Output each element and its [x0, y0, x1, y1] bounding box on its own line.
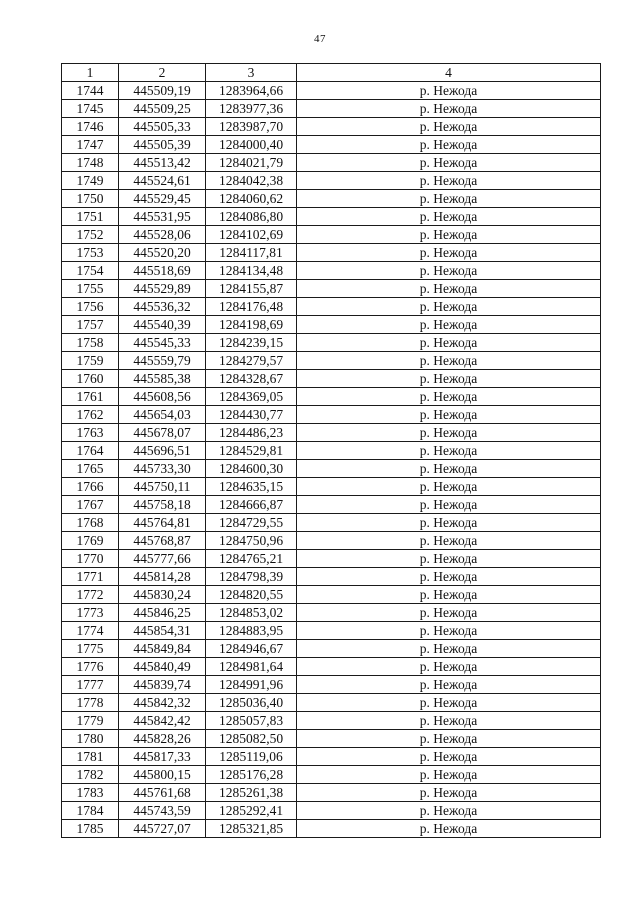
point-number-cell: 1780 — [62, 730, 119, 748]
x-coordinate-cell: 445849,84 — [119, 640, 206, 658]
x-coordinate-cell: 445758,18 — [119, 496, 206, 514]
y-coordinate-cell: 1283987,70 — [206, 118, 297, 136]
description-cell: р. Нежода — [297, 622, 601, 640]
description-cell: р. Нежода — [297, 604, 601, 622]
table-row — [62, 730, 601, 748]
point-number-cell: 1779 — [62, 712, 119, 730]
x-coordinate-cell: 445505,39 — [119, 136, 206, 154]
y-coordinate-cell: 1285057,83 — [206, 712, 297, 730]
description-cell: р. Нежода — [297, 568, 601, 586]
point-number-cell: 1756 — [62, 298, 119, 316]
description-cell: р. Нежода — [297, 802, 601, 820]
description-cell: р. Нежода — [297, 784, 601, 802]
point-number-cell: 1769 — [62, 532, 119, 550]
x-coordinate-cell: 445830,24 — [119, 586, 206, 604]
table-row — [62, 586, 601, 604]
table-row — [62, 298, 601, 316]
point-number-cell: 1748 — [62, 154, 119, 172]
description-cell: р. Нежода — [297, 316, 601, 334]
description-cell: р. Нежода — [297, 532, 601, 550]
x-coordinate-cell: 445840,49 — [119, 658, 206, 676]
description-cell: р. Нежода — [297, 730, 601, 748]
description-cell: р. Нежода — [297, 100, 601, 118]
table-row — [62, 370, 601, 388]
y-coordinate-cell: 1284060,62 — [206, 190, 297, 208]
y-coordinate-cell: 1284600,30 — [206, 460, 297, 478]
x-coordinate-cell: 445839,74 — [119, 676, 206, 694]
table-row — [62, 226, 601, 244]
table-header-row — [62, 64, 601, 82]
page-number: 47 — [314, 33, 326, 45]
x-coordinate-cell: 445509,19 — [119, 82, 206, 100]
point-number-cell: 1772 — [62, 586, 119, 604]
description-cell: р. Нежода — [297, 640, 601, 658]
y-coordinate-cell: 1285321,85 — [206, 820, 297, 838]
y-coordinate-cell: 1284750,96 — [206, 532, 297, 550]
table-row — [62, 244, 601, 262]
table-row — [62, 532, 601, 550]
x-coordinate-cell: 445529,89 — [119, 280, 206, 298]
x-coordinate-cell: 445768,87 — [119, 532, 206, 550]
y-coordinate-cell: 1285292,41 — [206, 802, 297, 820]
table-row — [62, 352, 601, 370]
description-cell: р. Нежода — [297, 766, 601, 784]
y-coordinate-cell: 1284117,81 — [206, 244, 297, 262]
table-row — [62, 208, 601, 226]
table-row — [62, 820, 601, 838]
y-coordinate-cell: 1284486,23 — [206, 424, 297, 442]
x-coordinate-cell: 445559,79 — [119, 352, 206, 370]
description-cell: р. Нежода — [297, 82, 601, 100]
point-number-cell: 1775 — [62, 640, 119, 658]
point-number-cell: 1761 — [62, 388, 119, 406]
x-coordinate-cell: 445520,20 — [119, 244, 206, 262]
description-cell: р. Нежода — [297, 496, 601, 514]
table-row — [62, 478, 601, 496]
point-number-cell: 1771 — [62, 568, 119, 586]
description-cell: р. Нежода — [297, 154, 601, 172]
y-coordinate-cell: 1284729,55 — [206, 514, 297, 532]
description-cell: р. Нежода — [297, 712, 601, 730]
point-number-cell: 1766 — [62, 478, 119, 496]
description-cell: р. Нежода — [297, 694, 601, 712]
table-row — [62, 658, 601, 676]
x-coordinate-cell: 445846,25 — [119, 604, 206, 622]
description-cell: р. Нежода — [297, 226, 601, 244]
point-number-cell: 1759 — [62, 352, 119, 370]
point-number-cell: 1774 — [62, 622, 119, 640]
point-number-cell: 1760 — [62, 370, 119, 388]
point-number-cell: 1785 — [62, 820, 119, 838]
description-cell: р. Нежода — [297, 118, 601, 136]
y-coordinate-cell: 1284946,67 — [206, 640, 297, 658]
x-coordinate-cell: 445764,81 — [119, 514, 206, 532]
table-row — [62, 802, 601, 820]
table-row — [62, 568, 601, 586]
table-row — [62, 82, 601, 100]
table-row — [62, 406, 601, 424]
table-row — [62, 622, 601, 640]
y-coordinate-cell: 1284086,80 — [206, 208, 297, 226]
point-number-cell: 1783 — [62, 784, 119, 802]
point-number-cell: 1773 — [62, 604, 119, 622]
y-coordinate-cell: 1284155,87 — [206, 280, 297, 298]
table-row — [62, 190, 601, 208]
x-coordinate-cell: 445842,42 — [119, 712, 206, 730]
table-row — [62, 460, 601, 478]
description-cell: р. Нежода — [297, 334, 601, 352]
x-coordinate-cell: 445505,33 — [119, 118, 206, 136]
point-number-cell: 1768 — [62, 514, 119, 532]
description-cell: р. Нежода — [297, 514, 601, 532]
table-row — [62, 316, 601, 334]
point-number-cell: 1747 — [62, 136, 119, 154]
y-coordinate-cell: 1284198,69 — [206, 316, 297, 334]
x-coordinate-cell: 445777,66 — [119, 550, 206, 568]
table-row — [62, 172, 601, 190]
y-coordinate-cell: 1284021,79 — [206, 154, 297, 172]
x-coordinate-cell: 445540,39 — [119, 316, 206, 334]
x-coordinate-cell: 445518,69 — [119, 262, 206, 280]
point-number-cell: 1750 — [62, 190, 119, 208]
y-coordinate-cell: 1284042,38 — [206, 172, 297, 190]
y-coordinate-cell: 1285261,38 — [206, 784, 297, 802]
y-coordinate-cell: 1284981,64 — [206, 658, 297, 676]
description-cell: р. Нежода — [297, 280, 601, 298]
y-coordinate-cell: 1284883,95 — [206, 622, 297, 640]
y-coordinate-cell: 1284000,40 — [206, 136, 297, 154]
description-cell: р. Нежода — [297, 424, 601, 442]
x-coordinate-cell: 445524,61 — [119, 172, 206, 190]
y-coordinate-cell: 1284529,81 — [206, 442, 297, 460]
description-cell: р. Нежода — [297, 406, 601, 424]
table-row — [62, 676, 601, 694]
y-coordinate-cell: 1284279,57 — [206, 352, 297, 370]
table-row — [62, 712, 601, 730]
description-cell: р. Нежода — [297, 478, 601, 496]
y-coordinate-cell: 1285036,40 — [206, 694, 297, 712]
description-cell: р. Нежода — [297, 388, 601, 406]
point-number-cell: 1752 — [62, 226, 119, 244]
x-coordinate-cell: 445654,03 — [119, 406, 206, 424]
point-number-cell: 1753 — [62, 244, 119, 262]
y-coordinate-cell: 1284328,67 — [206, 370, 297, 388]
point-number-cell: 1777 — [62, 676, 119, 694]
x-coordinate-cell: 445842,32 — [119, 694, 206, 712]
y-coordinate-cell: 1284369,05 — [206, 388, 297, 406]
point-number-cell: 1763 — [62, 424, 119, 442]
x-coordinate-cell: 445536,32 — [119, 298, 206, 316]
x-coordinate-cell: 445529,45 — [119, 190, 206, 208]
y-coordinate-cell: 1284239,15 — [206, 334, 297, 352]
point-number-cell: 1776 — [62, 658, 119, 676]
description-cell: р. Нежода — [297, 172, 601, 190]
description-cell: р. Нежода — [297, 460, 601, 478]
point-number-cell: 1749 — [62, 172, 119, 190]
table-row — [62, 388, 601, 406]
y-coordinate-cell: 1284853,02 — [206, 604, 297, 622]
point-number-cell: 1762 — [62, 406, 119, 424]
y-coordinate-cell: 1284430,77 — [206, 406, 297, 424]
x-coordinate-cell: 445854,31 — [119, 622, 206, 640]
table-row — [62, 262, 601, 280]
table-row — [62, 640, 601, 658]
y-coordinate-cell: 1284666,87 — [206, 496, 297, 514]
x-coordinate-cell: 445817,33 — [119, 748, 206, 766]
description-cell: р. Нежода — [297, 262, 601, 280]
table-row — [62, 154, 601, 172]
x-coordinate-cell: 445545,33 — [119, 334, 206, 352]
description-cell: р. Нежода — [297, 586, 601, 604]
x-coordinate-cell: 445608,56 — [119, 388, 206, 406]
y-coordinate-cell: 1284176,48 — [206, 298, 297, 316]
point-number-cell: 1751 — [62, 208, 119, 226]
point-number-cell: 1767 — [62, 496, 119, 514]
y-coordinate-cell: 1283977,36 — [206, 100, 297, 118]
y-coordinate-cell: 1284765,21 — [206, 550, 297, 568]
description-cell: р. Нежода — [297, 658, 601, 676]
table-row — [62, 334, 601, 352]
header-col-1: 1 — [62, 64, 119, 82]
y-coordinate-cell: 1284798,39 — [206, 568, 297, 586]
x-coordinate-cell: 445727,07 — [119, 820, 206, 838]
table-row — [62, 604, 601, 622]
y-coordinate-cell: 1285082,50 — [206, 730, 297, 748]
point-number-cell: 1757 — [62, 316, 119, 334]
y-coordinate-cell: 1284820,55 — [206, 586, 297, 604]
x-coordinate-cell: 445528,06 — [119, 226, 206, 244]
description-cell: р. Нежода — [297, 442, 601, 460]
y-coordinate-cell: 1284102,69 — [206, 226, 297, 244]
header-col-2: 2 — [119, 64, 206, 82]
y-coordinate-cell: 1284635,15 — [206, 478, 297, 496]
point-number-cell: 1781 — [62, 748, 119, 766]
point-number-cell: 1746 — [62, 118, 119, 136]
x-coordinate-cell: 445733,30 — [119, 460, 206, 478]
point-number-cell: 1770 — [62, 550, 119, 568]
point-number-cell: 1745 — [62, 100, 119, 118]
point-number-cell: 1778 — [62, 694, 119, 712]
description-cell: р. Нежода — [297, 352, 601, 370]
point-number-cell: 1782 — [62, 766, 119, 784]
x-coordinate-cell: 445828,26 — [119, 730, 206, 748]
description-cell: р. Нежода — [297, 136, 601, 154]
x-coordinate-cell: 445750,11 — [119, 478, 206, 496]
table-row — [62, 442, 601, 460]
table-body — [62, 82, 601, 838]
description-cell: р. Нежода — [297, 190, 601, 208]
table-row — [62, 280, 601, 298]
header-col-4: 4 — [297, 64, 601, 82]
table-row — [62, 100, 601, 118]
point-number-cell: 1765 — [62, 460, 119, 478]
point-number-cell: 1744 — [62, 82, 119, 100]
table-row — [62, 118, 601, 136]
table-row — [62, 550, 601, 568]
description-cell: р. Нежода — [297, 550, 601, 568]
table-row — [62, 694, 601, 712]
table-row — [62, 496, 601, 514]
description-cell: р. Нежода — [297, 244, 601, 262]
x-coordinate-cell: 445761,68 — [119, 784, 206, 802]
table-row — [62, 136, 601, 154]
x-coordinate-cell: 445678,07 — [119, 424, 206, 442]
table-row — [62, 514, 601, 532]
point-number-cell: 1764 — [62, 442, 119, 460]
y-coordinate-cell: 1284134,48 — [206, 262, 297, 280]
x-coordinate-cell: 445814,28 — [119, 568, 206, 586]
header-col-3: 3 — [206, 64, 297, 82]
x-coordinate-cell: 445513,42 — [119, 154, 206, 172]
x-coordinate-cell: 445585,38 — [119, 370, 206, 388]
point-number-cell: 1754 — [62, 262, 119, 280]
y-coordinate-cell: 1285176,28 — [206, 766, 297, 784]
table-row — [62, 784, 601, 802]
y-coordinate-cell: 1285119,06 — [206, 748, 297, 766]
description-cell: р. Нежода — [297, 820, 601, 838]
description-cell: р. Нежода — [297, 748, 601, 766]
x-coordinate-cell: 445509,25 — [119, 100, 206, 118]
table-row — [62, 748, 601, 766]
point-number-cell: 1784 — [62, 802, 119, 820]
y-coordinate-cell: 1284991,96 — [206, 676, 297, 694]
description-cell: р. Нежода — [297, 298, 601, 316]
description-cell: р. Нежода — [297, 208, 601, 226]
x-coordinate-cell: 445531,95 — [119, 208, 206, 226]
point-number-cell: 1758 — [62, 334, 119, 352]
description-cell: р. Нежода — [297, 676, 601, 694]
x-coordinate-cell: 445800,15 — [119, 766, 206, 784]
y-coordinate-cell: 1283964,66 — [206, 82, 297, 100]
x-coordinate-cell: 445743,59 — [119, 802, 206, 820]
description-cell: р. Нежода — [297, 370, 601, 388]
point-number-cell: 1755 — [62, 280, 119, 298]
table-row — [62, 766, 601, 784]
table-row — [62, 424, 601, 442]
coordinates-table — [61, 63, 601, 838]
x-coordinate-cell: 445696,51 — [119, 442, 206, 460]
